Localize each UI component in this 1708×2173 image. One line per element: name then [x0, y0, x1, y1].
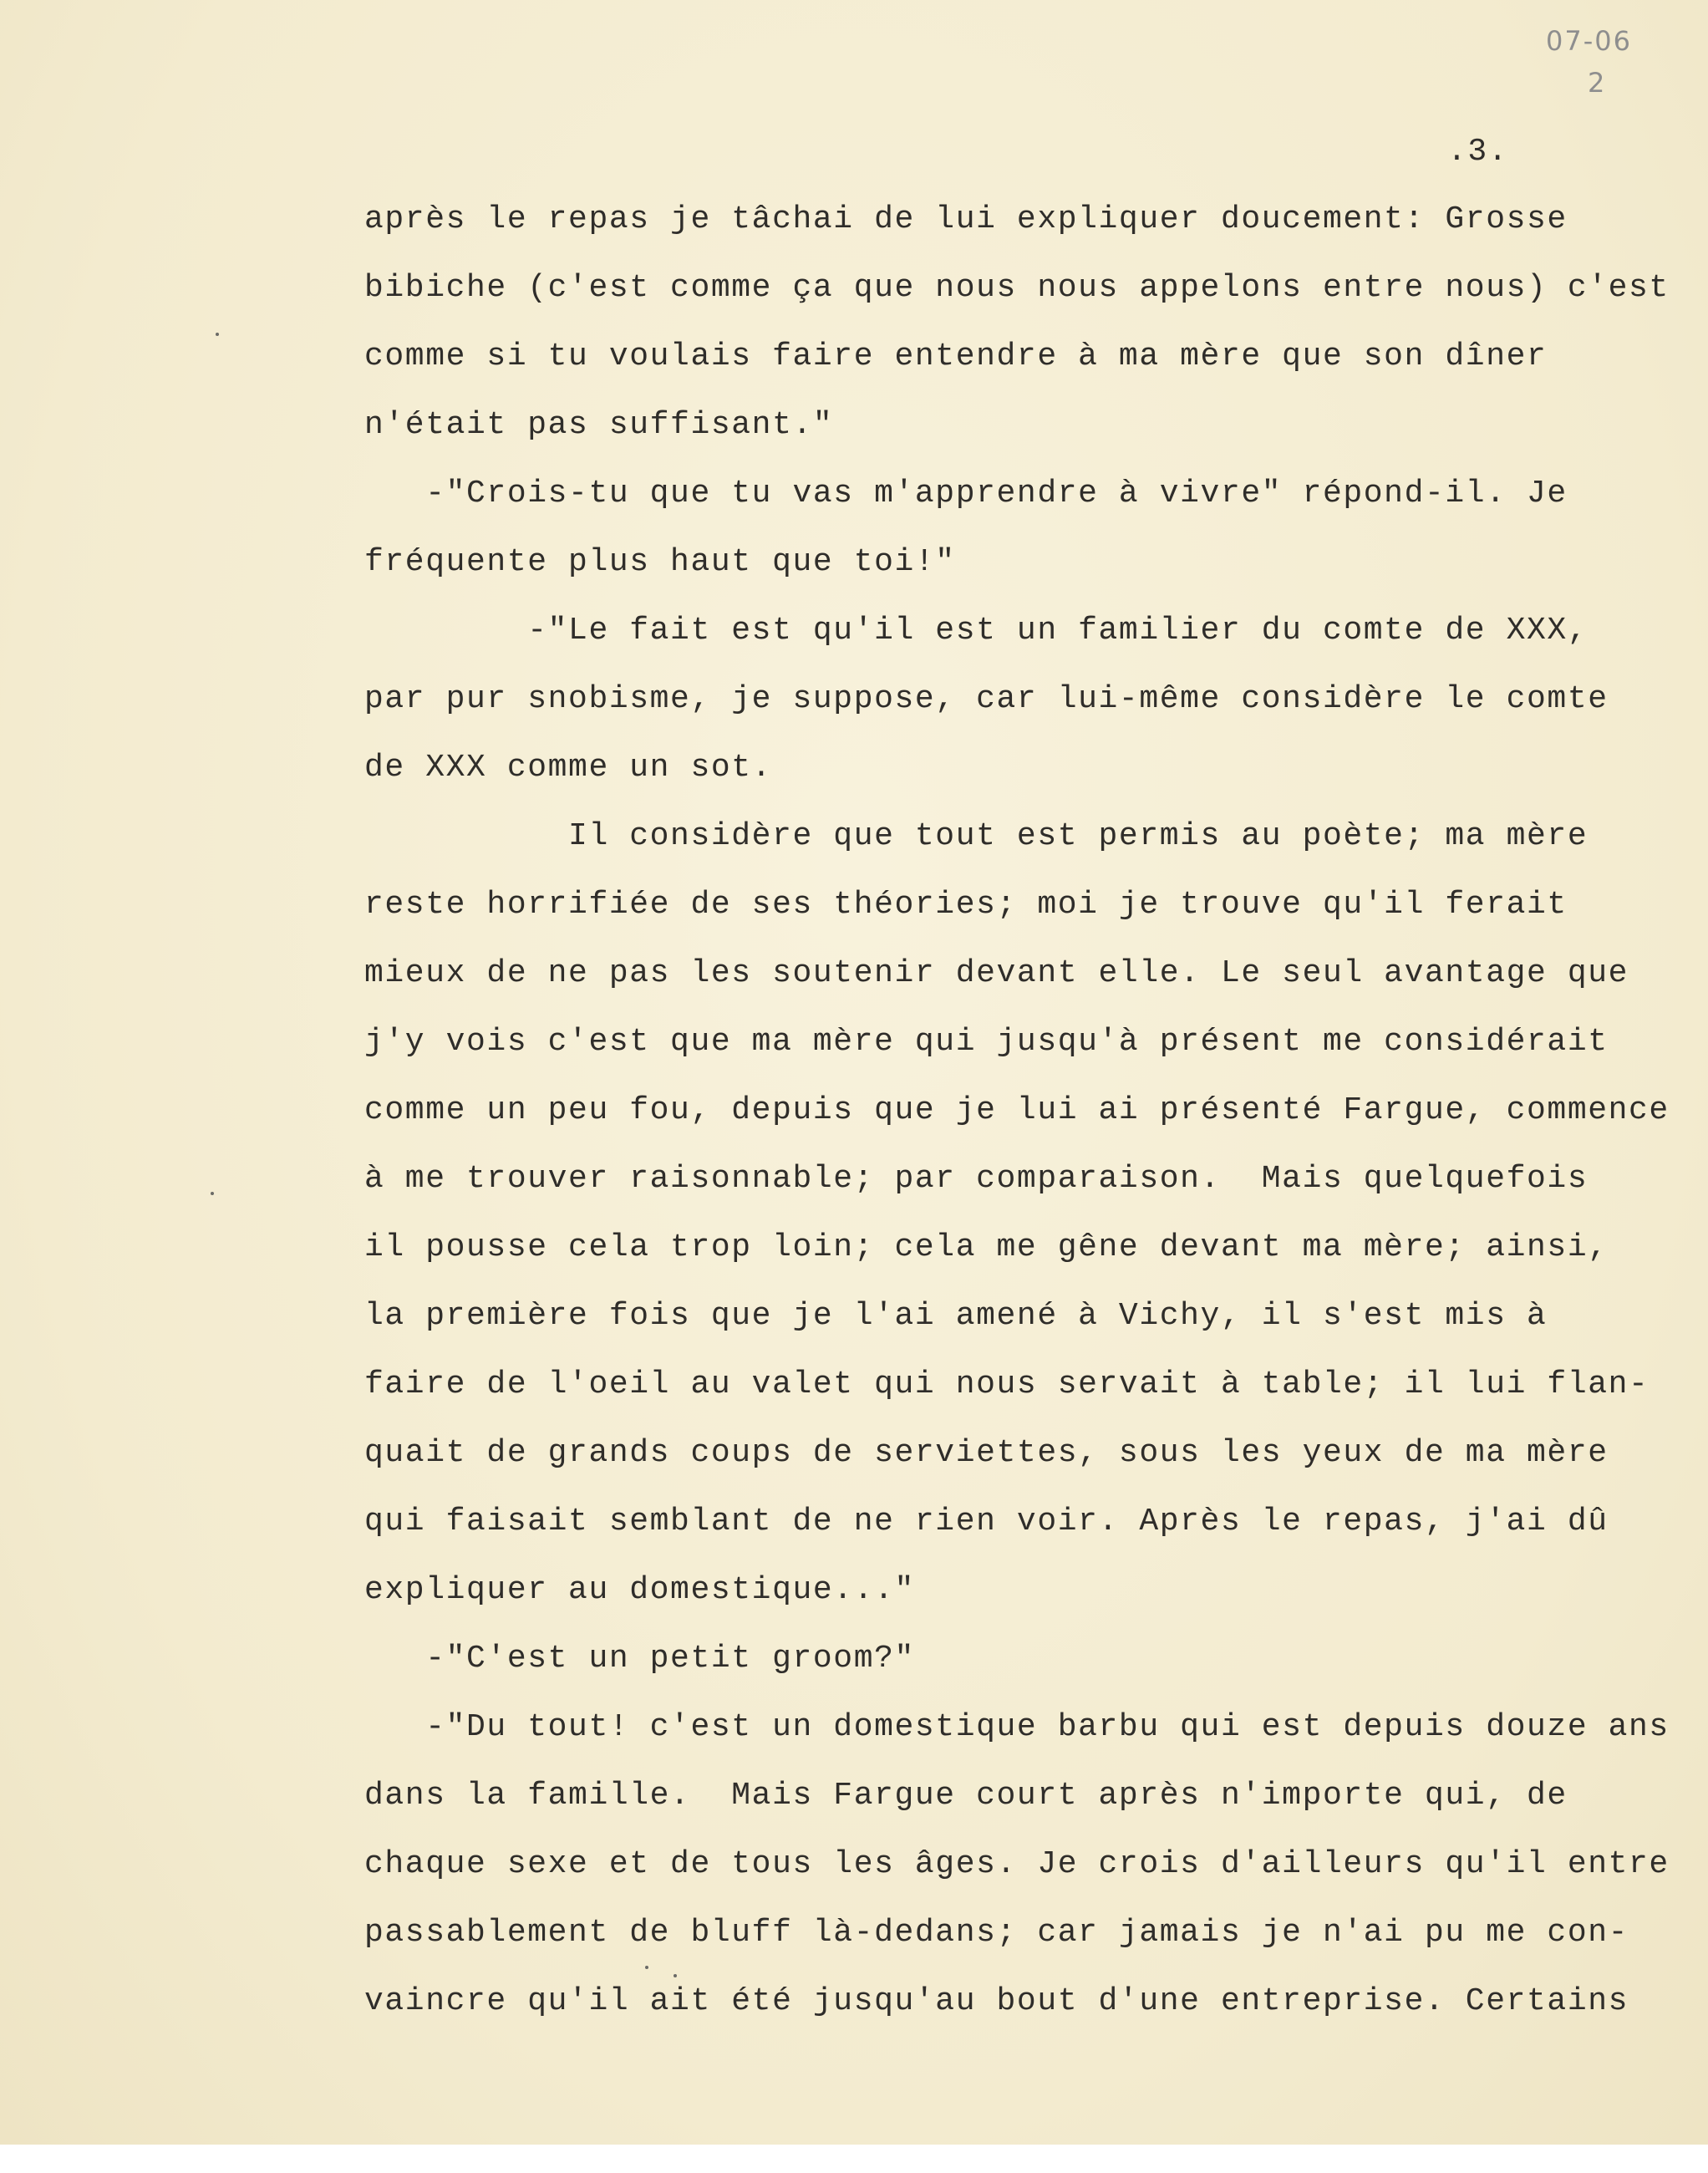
- text-line: par pur snobisme, je suppose, car lui-même considère le comte: [364, 681, 1609, 717]
- text-line: passablement de bluff là-dedans; car jamais je n'ai pu me con-: [364, 1915, 1629, 1951]
- text-line: comme si tu voulais faire entendre à ma mère que son dîner: [364, 338, 1548, 374]
- text-line: -"C'est un petit groom?": [364, 1641, 915, 1677]
- text-line: quait de grands coups de serviettes, sous les yeux de ma mère: [364, 1435, 1609, 1471]
- text-line: expliquer au domestique...": [364, 1572, 915, 1608]
- text-line: après le repas je tâchai de lui expliquer doucement: Grosse: [364, 201, 1568, 237]
- scan-margin: [0, 2145, 1708, 2173]
- text-line: -"Du tout! c'est un domestique barbu qui est depuis douze ans: [364, 1709, 1670, 1745]
- text-line: qui faisait semblant de ne rien voir. Après le repas, j'ai dû: [364, 1504, 1609, 1539]
- text-line: dans la famille. Mais Fargue court après n'importe qui, de: [364, 1778, 1568, 1814]
- text-line: il pousse cela trop loin; cela me gêne devant ma mère; ainsi,: [364, 1229, 1609, 1265]
- text-line: mieux de ne pas les soutenir devant elle. Le seul avantage que: [364, 955, 1629, 991]
- text-line: faire de l'oeil au valet qui nous servait à table; il lui flan-: [364, 1366, 1650, 1402]
- archive-reference-code: 07-06: [1546, 25, 1632, 57]
- text-line: chaque sexe et de tous les âges. Je crois d'ailleurs qu'il entre: [364, 1846, 1670, 1882]
- text-line: n'était pas suffisant.": [364, 407, 834, 443]
- text-line: Il considère que tout est permis au poète; ma mère: [364, 818, 1589, 854]
- typed-body-text: [364, 199, 1685, 2049]
- text-line: de XXX comme un sot.: [364, 750, 773, 786]
- text-line: à me trouver raisonnable; par comparaison. Mais quelquefois: [364, 1161, 1589, 1197]
- text-line: vaincre qu'il ait été jusqu'au bout d'une entreprise. Certains: [364, 1983, 1629, 2019]
- text-line: fréquente plus haut que toi!": [364, 544, 956, 580]
- text-line: comme un peu fou, depuis que je lui ai présenté Fargue, commence: [364, 1092, 1670, 1128]
- paper-speck: [211, 1192, 214, 1195]
- archive-reference-sub: 2: [1588, 67, 1605, 99]
- paper-speck: [216, 333, 219, 336]
- page-number: .3.: [1447, 134, 1509, 170]
- text-line: -"Le fait est qu'il est un familier du comte de XXX,: [364, 613, 1589, 649]
- text-line: bibiche (c'est comme ça que nous nous appelons entre nous) c'est: [364, 270, 1670, 306]
- text-line: -"Crois-tu que tu vas m'apprendre à vivre" répond-il. Je: [364, 476, 1568, 511]
- text-line: la première fois que je l'ai amené à Vichy, il s'est mis à: [364, 1298, 1548, 1334]
- text-line: j'y vois c'est que ma mère qui jusqu'à présent me considérait: [364, 1024, 1609, 1060]
- text-line: reste horrifiée de ses théories; moi je trouve qu'il ferait: [364, 887, 1568, 923]
